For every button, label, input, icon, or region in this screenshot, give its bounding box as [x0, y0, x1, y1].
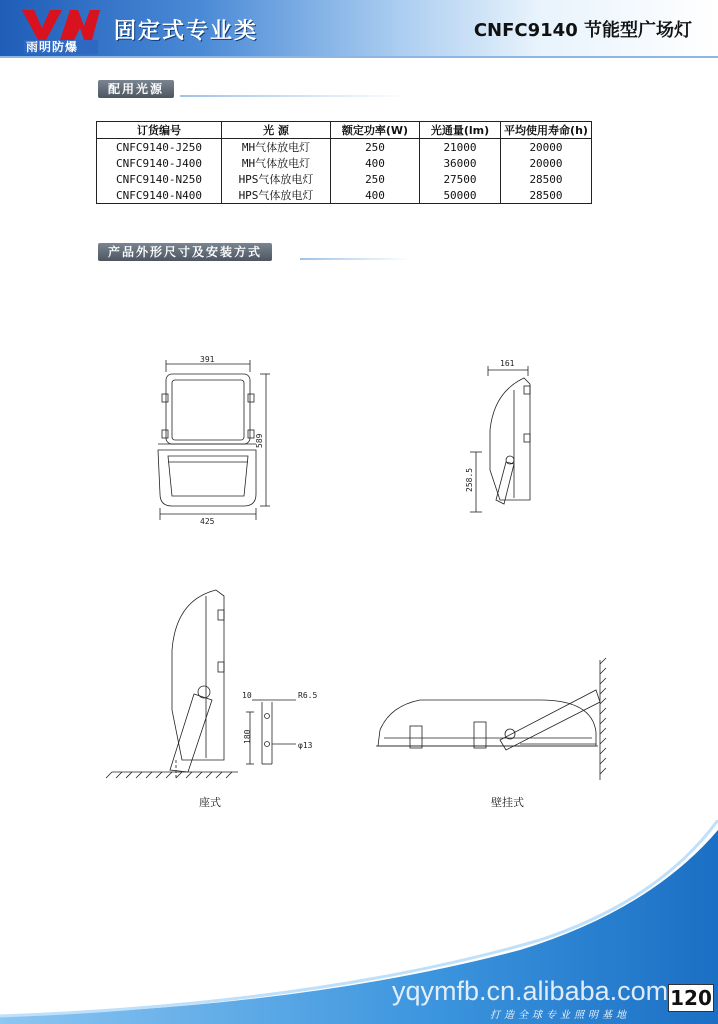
col-order-no: 订货编号: [97, 122, 222, 139]
wall-mount-drawing: [376, 658, 606, 780]
cell-order-no: CNFC9140-N400: [97, 187, 222, 204]
brand-name: 雨明防爆: [26, 40, 79, 54]
dim-bracket-length: 180: [243, 729, 252, 744]
col-flux: 光通量(lm): [420, 122, 501, 139]
footer-slogan: 打造全球专业照明基地: [490, 1010, 630, 1021]
side-view-drawing: [470, 366, 530, 512]
cell-lifetime: 28500: [501, 187, 592, 204]
dim-front-width-top: 391: [200, 355, 215, 364]
cell-power: 250: [331, 139, 420, 156]
dim-front-height: 589: [255, 433, 264, 448]
cell-power: 250: [331, 171, 420, 187]
dim-bracket-radius: R6.5: [298, 691, 318, 700]
col-lifetime: 平均使用寿命(h): [501, 122, 592, 139]
caption-wall-mount: 壁挂式: [491, 796, 524, 809]
cell-order-no: CNFC9140-N250: [97, 171, 222, 187]
cell-flux: 27500: [420, 171, 501, 187]
front-view-drawing: [158, 360, 270, 520]
cell-lifetime: 28500: [501, 171, 592, 187]
section-dimensions: 产品外形尺寸及安装方式: [98, 243, 272, 261]
dim-side-height: 258.5: [465, 467, 474, 492]
dim-bracket-hole: φ13: [298, 741, 313, 750]
cell-flux: 50000: [420, 187, 501, 204]
cell-order-no: CNFC9140-J250: [97, 139, 222, 156]
page-number: 120: [668, 984, 714, 1012]
cell-power: 400: [331, 187, 420, 204]
dim-bracket-offset: 10: [242, 691, 252, 700]
cell-light-source: MH气体放电灯: [222, 139, 331, 156]
cell-lifetime: 20000: [501, 155, 592, 171]
section-light-source: 配用光源: [98, 80, 174, 98]
cell-flux: 36000: [420, 155, 501, 171]
cell-lifetime: 20000: [501, 139, 592, 156]
floor-mount-drawing: [106, 590, 296, 780]
cell-light-source: MH气体放电灯: [222, 155, 331, 171]
category-title: 固定式专业类: [114, 19, 259, 44]
col-power: 额定功率(W): [331, 122, 420, 139]
cell-power: 400: [331, 155, 420, 171]
cell-flux: 21000: [420, 139, 501, 156]
cell-light-source: HPS气体放电灯: [222, 187, 331, 204]
caption-floor-mount: 座式: [199, 796, 221, 809]
dim-front-width-bottom: 425: [200, 517, 215, 526]
cell-light-source: HPS气体放电灯: [222, 171, 331, 187]
product-title: CNFC9140 节能型广场灯: [473, 20, 692, 41]
cell-order-no: CNFC9140-J400: [97, 155, 222, 171]
col-light-source: 光 源: [222, 122, 331, 139]
footer-website: yqymfb.cn.alibaba.com: [392, 976, 669, 1006]
dim-side-depth: 161: [500, 359, 515, 368]
